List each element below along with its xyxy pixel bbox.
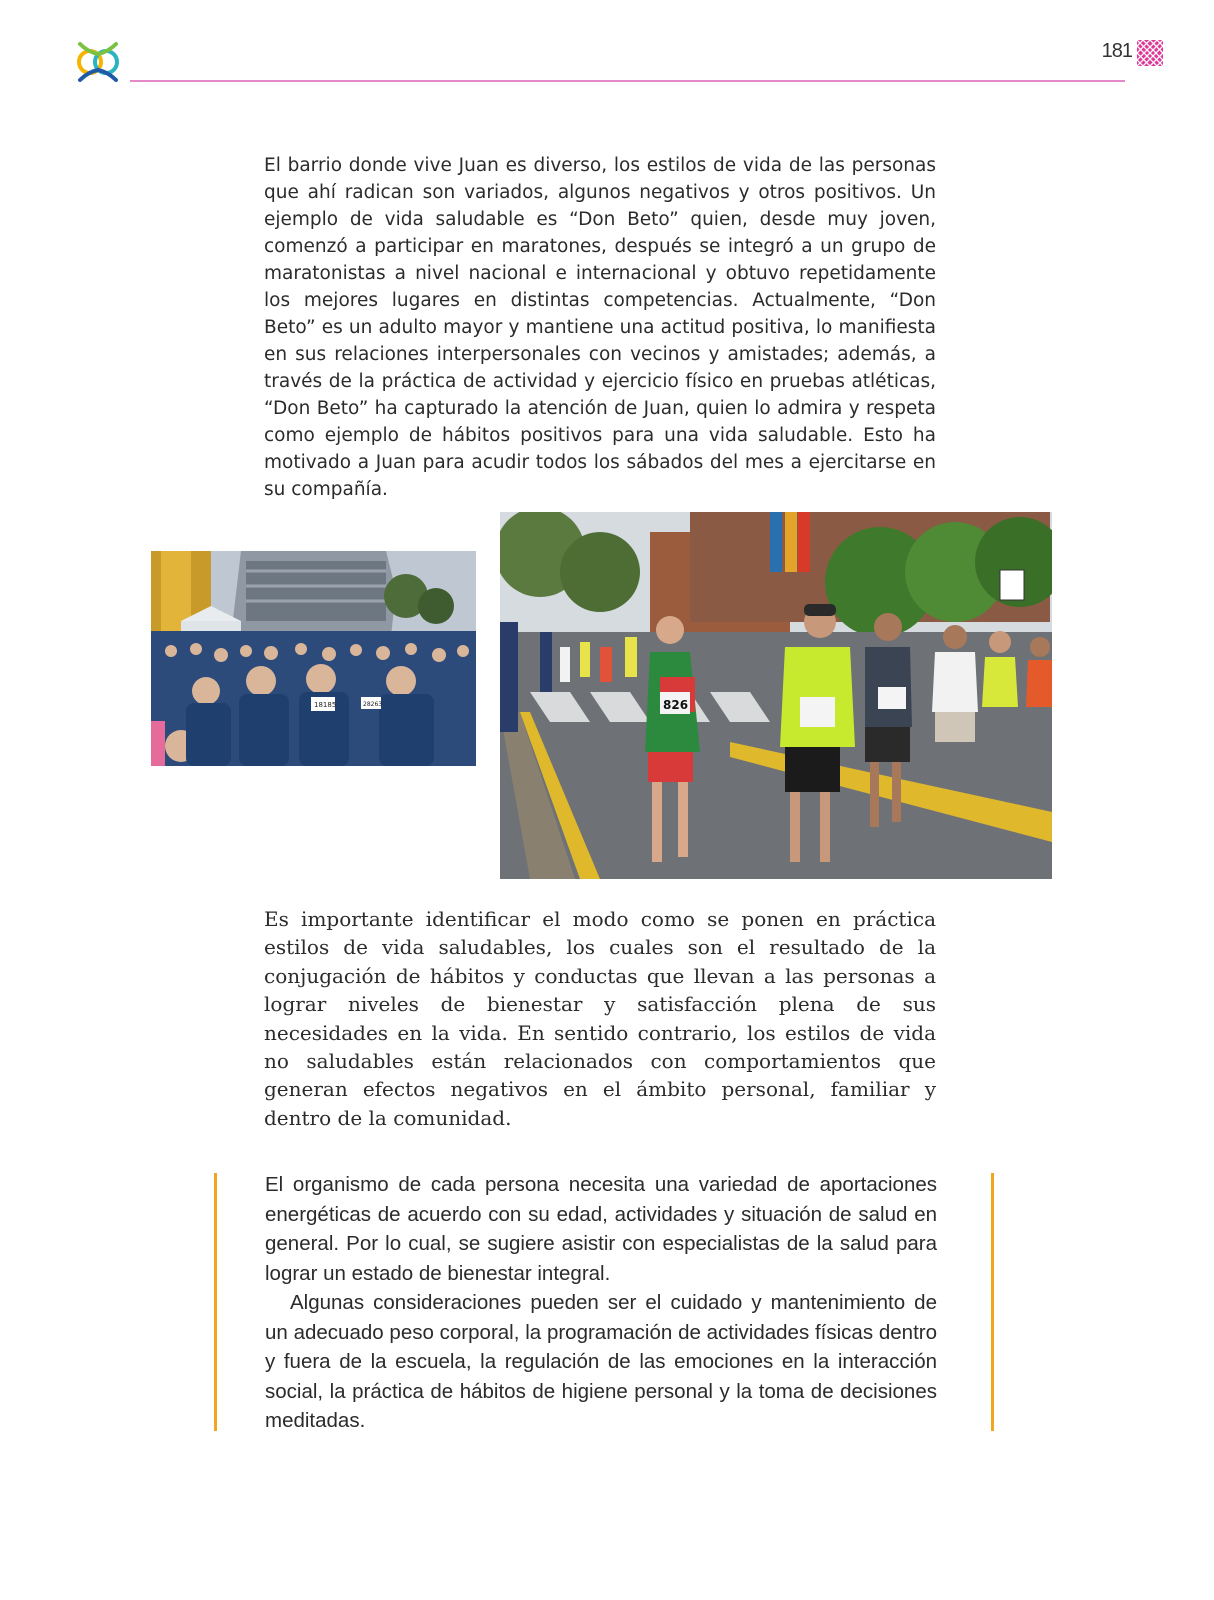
box-paragraph-considerations: Algunas consideraciones pueden ser el cuidado y mantenimiento de un adecuado peso corporal, la programación de actividades físicas dentro y fuera de la escuela, la regulación de las emociones en la interacción social, la práctica de hábitos de higiene personal y la toma de decisiones meditadas. [265, 1291, 937, 1432]
intro-paragraph: El barrio donde vive Juan es diverso, los estilos de vida de las personas que ahí radican son variados, algunos negativos y otros positivos. Un ejemplo de vida saludable es “Don Beto” quien, desde muy joven, comenzó a participar en maratones, después se integró a un grupo de maratonistas a nivel nacional e internacional y obtuvo repetidamente los mejores lugares en distintas competencias. Actualmente, “Don Beto” es un adulto mayor y mantiene una actitud positiva, lo manifiesta en sus relaciones interpersonales con vecinos y amistades; además, a través de la práctica de actividad y ejercicio físico en pruebas atléticas, “Don Beto” ha capturado la atención de Juan, quien lo admira y respeta como ejemplo de hábitos positivos para una vida saludable. Esto ha motivado a Juan para acudir todos los sábados del mes a ejercitarse en su compañía. [264, 155, 936, 500]
interlinked-circles-logo-icon [74, 38, 122, 86]
photo-crowd-of-runners [151, 551, 476, 766]
runner-bib-number: 826 [663, 698, 689, 712]
magenta-pattern-icon [1137, 40, 1163, 66]
header-rule [130, 80, 1125, 82]
highlight-box [214, 1173, 994, 1431]
healthy-lifestyles-paragraph: Es importante identificar el modo como se ponen en práctica estilos de vida saludables, los cuales son el resultado de la conjugación de hábitos y conductas que llevan a las personas a lograr niveles de bienestar y satisfacción plena de sus necesidades en la vida. En sentido contrario, los estilos de vida no saludables están relacionados con comportamientos que generan efectos negativos en el ámbito personal, familiar y dentro de la comunidad. [264, 907, 936, 1130]
box-paragraph-energy: El organismo de cada persona necesita una variedad de aportaciones energéticas de acuerdo con su edad, actividades y situación de salud en general. Por lo cual, se sugiere asistir con especialistas de la salud para lograr un estado de bienestar integral. [265, 1173, 937, 1285]
photo-marathon-runners [500, 512, 1052, 879]
page-number: 181 [1101, 40, 1132, 62]
runner-bib-number: 28263 [363, 701, 383, 708]
runner-bib-number: 18185 [314, 701, 337, 709]
